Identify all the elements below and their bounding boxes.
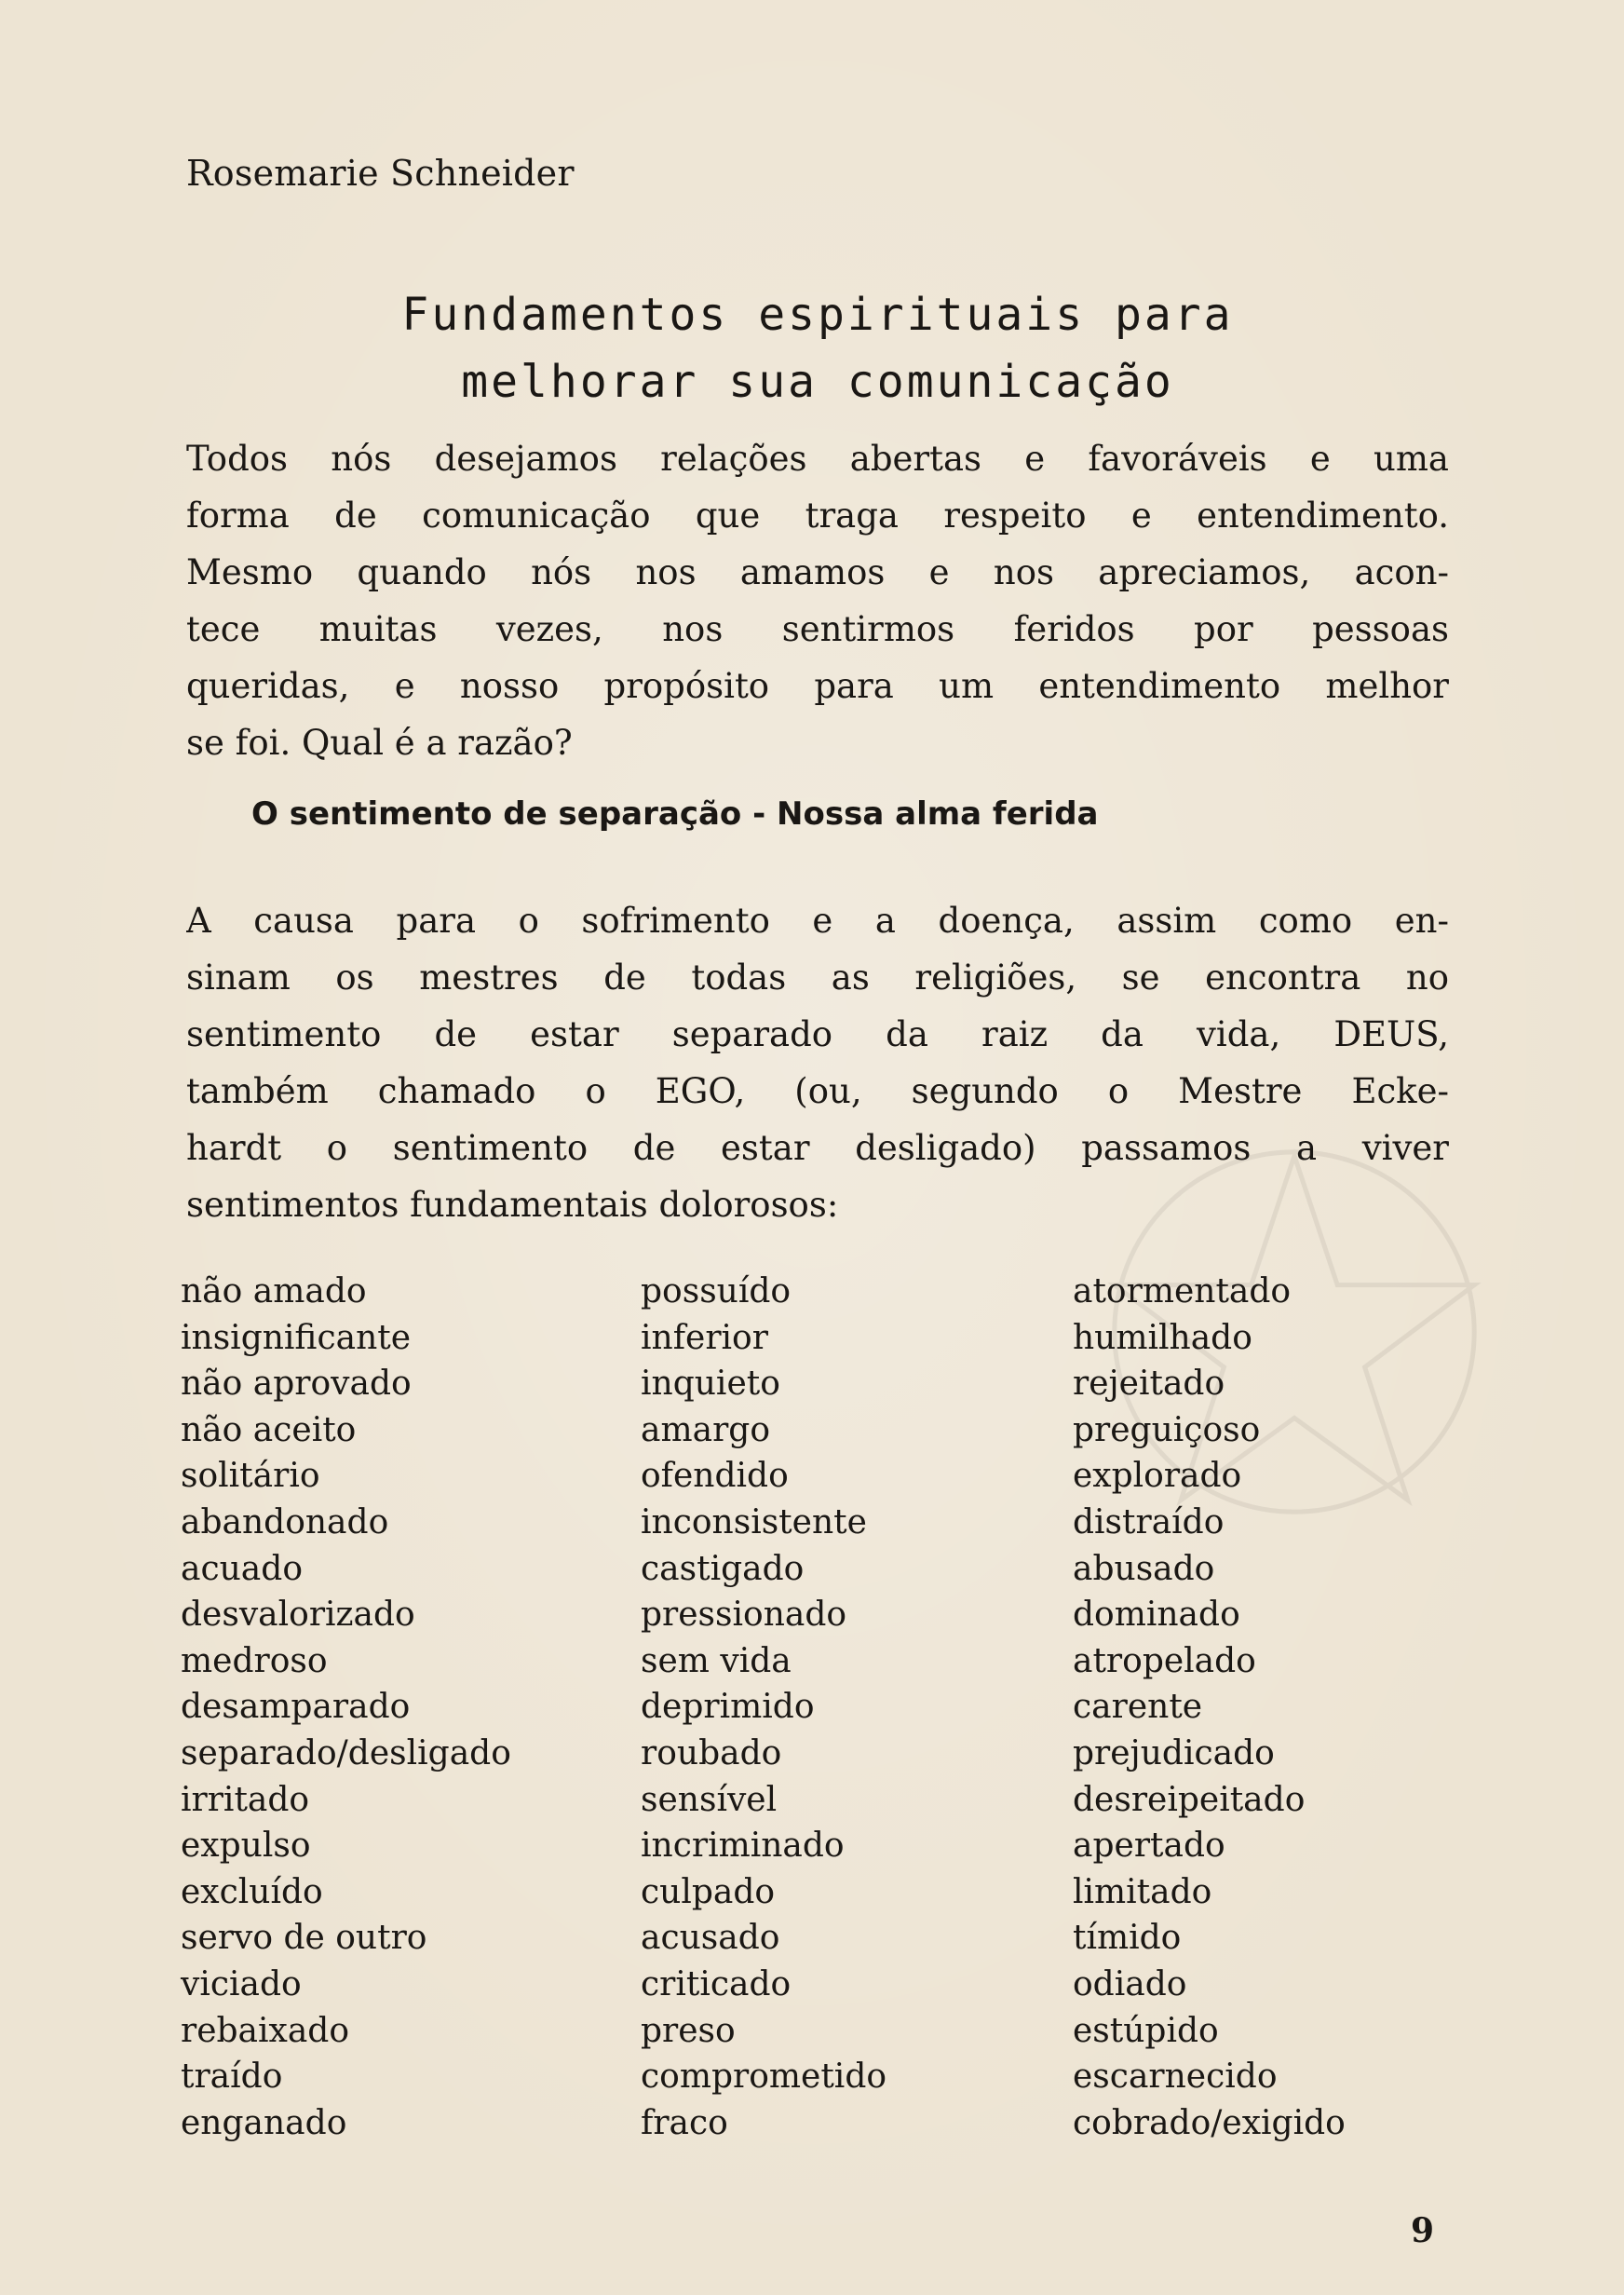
feeling-word: ofendido	[641, 1457, 789, 1496]
feeling-word: cobrado/exigido	[1073, 2103, 1346, 2142]
feeling-word: possuído	[641, 1272, 792, 1310]
feelings-column-3	[1073, 1269, 1346, 2146]
feeling-word: distraído	[1073, 1502, 1225, 1541]
intro-line: queridas, e nosso propósito para um entendimento melhor	[186, 666, 1449, 706]
intro-line: Mesmo quando nós nos amamos e nos apreciamos, acon-	[186, 552, 1449, 592]
feeling-word: desreipeitado	[1073, 1780, 1306, 1819]
feeling-word: atropelado	[1073, 1641, 1256, 1680]
feeling-word: deprimido	[641, 1688, 815, 1727]
feeling-word: inferior	[641, 1318, 768, 1357]
feeling-word: viciado	[181, 1964, 302, 2003]
feeling-word: atormentado	[1073, 1272, 1292, 1310]
feeling-word: acuado	[181, 1549, 303, 1588]
intro-line: se foi. Qual é a razão?	[186, 723, 573, 763]
section-paragraph	[186, 892, 1449, 1233]
feeling-word: apertado	[1073, 1826, 1225, 1866]
feeling-word: expulso	[181, 1826, 311, 1866]
feeling-word: escarnecido	[1073, 2057, 1278, 2097]
feeling-word: fraco	[641, 2103, 728, 2142]
feeling-word: limitado	[1073, 1872, 1212, 1911]
feeling-word: roubado	[641, 1733, 782, 1772]
feeling-word: excluído	[181, 1872, 323, 1911]
feeling-word: desvalorizado	[181, 1596, 415, 1635]
section-line: hardt o sentimento de estar desligado) passamos a viver	[186, 1128, 1449, 1168]
feeling-word: criticado	[641, 1964, 792, 2003]
chapter-title	[186, 281, 1449, 415]
feeling-word: prejudicado	[1073, 1733, 1275, 1772]
feeling-word: estúpido	[1073, 2011, 1219, 2050]
feeling-word: sem vida	[641, 1641, 792, 1680]
feeling-word: preguiçoso	[1073, 1410, 1261, 1449]
chapter-title-line-1: Fundamentos espirituais para	[401, 289, 1234, 342]
feeling-word: desamparado	[181, 1688, 411, 1727]
intro-line: Todos nós desejamos relações abertas e favoráveis e uma	[186, 439, 1449, 479]
feeling-word: odiado	[1073, 1964, 1187, 2003]
feeling-word: incriminado	[641, 1826, 845, 1866]
feeling-word: inquieto	[641, 1365, 780, 1404]
feeling-word: insignificante	[181, 1318, 412, 1357]
feeling-word: medroso	[181, 1641, 328, 1680]
feeling-word: inconsistente	[641, 1502, 867, 1541]
feeling-word: separado/desligado	[181, 1733, 511, 1772]
feeling-word: não amado	[181, 1272, 367, 1310]
feeling-word: não aceito	[181, 1410, 357, 1449]
intro-line: tece muitas vezes, nos sentirmos feridos por pessoas	[186, 609, 1449, 649]
intro-paragraph	[186, 430, 1449, 771]
intro-line: forma de comunicação que traga respeito e entendimento.	[186, 496, 1449, 536]
feeling-word: pressionado	[641, 1596, 847, 1635]
feeling-word: dominado	[1073, 1596, 1240, 1635]
feeling-word: castigado	[641, 1549, 805, 1588]
section-line: sentimento de estar separado da raiz da vida, DEUS,	[186, 1014, 1449, 1054]
feeling-word: rejeitado	[1073, 1365, 1225, 1404]
feeling-word: acusado	[641, 1919, 780, 1958]
feeling-word: tímido	[1073, 1919, 1182, 1958]
feelings-column-2	[641, 1269, 886, 2146]
running-head-author: Rosemarie Schneider	[186, 153, 575, 194]
section-heading: O sentimento de separação - Nossa alma ferida	[251, 795, 1099, 833]
feeling-word: não aprovado	[181, 1365, 412, 1404]
feeling-word: carente	[1073, 1688, 1203, 1727]
section-line: A causa para o sofrimento e a doença, assim como en-	[186, 901, 1449, 941]
section-line: sinam os mestres de todas as religiões, se encontra no	[186, 957, 1449, 998]
chapter-title-line-2: melhorar sua comunicação	[461, 356, 1174, 409]
feeling-word: sensível	[641, 1780, 778, 1819]
section-line: sentimentos fundamentais dolorosos:	[186, 1185, 839, 1225]
feeling-word: humilhado	[1073, 1318, 1252, 1357]
feeling-word: enganado	[181, 2103, 347, 2142]
feeling-word: rebaixado	[181, 2011, 350, 2050]
section-line: também chamado o EGO, (ou, segundo o Mestre Ecke-	[186, 1071, 1449, 1111]
feeling-word: culpado	[641, 1872, 776, 1911]
page-number: 9	[1411, 2211, 1435, 2250]
feeling-word: solitário	[181, 1457, 320, 1496]
feelings-column-1	[181, 1269, 511, 2146]
feeling-word: abandonado	[181, 1502, 389, 1541]
feeling-word: preso	[641, 2011, 736, 2050]
feeling-word: irritado	[181, 1780, 310, 1819]
feeling-word: amargo	[641, 1410, 770, 1449]
feeling-word: abusado	[1073, 1549, 1215, 1588]
feeling-word: comprometido	[641, 2057, 887, 2097]
feeling-word: traído	[181, 2057, 283, 2097]
feeling-word: explorado	[1073, 1457, 1242, 1496]
feeling-word: servo de outro	[181, 1919, 427, 1958]
